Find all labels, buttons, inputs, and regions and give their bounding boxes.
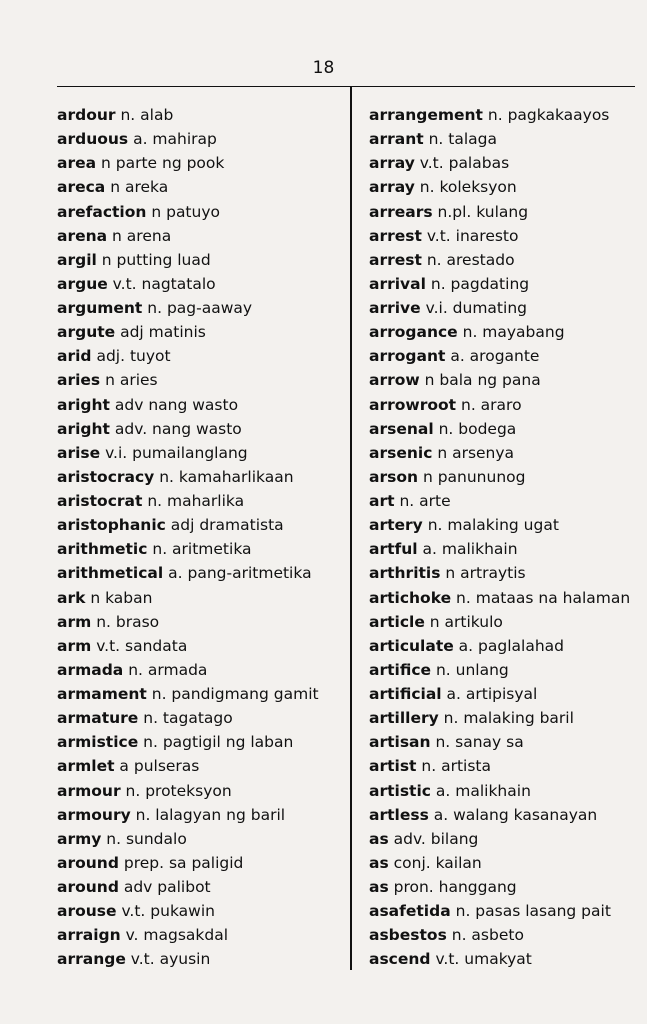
entry-headword: aristophanic xyxy=(57,516,166,535)
entry-definition: n. artista xyxy=(416,757,491,776)
entry-headword: arena xyxy=(57,226,108,245)
entry-definition: a. mahirap xyxy=(128,130,217,149)
entry-headword: arrangement xyxy=(369,106,483,124)
entry-definition: n. mayabang xyxy=(457,323,565,342)
dictionary-entry xyxy=(369,368,639,392)
entry-headword: arrowroot xyxy=(369,395,457,414)
entry-headword: ardour xyxy=(57,106,116,124)
entry-definition: a pulseras xyxy=(114,757,200,776)
dictionary-entry xyxy=(369,393,639,417)
entry-definition: conj. kailan xyxy=(388,853,482,872)
entry-definition: n. pagkakaayos xyxy=(482,106,610,124)
entry-definition: adv palibot xyxy=(118,878,211,896)
entry-definition: n. araro xyxy=(456,395,522,414)
entry-definition: n. pagtigil ng laban xyxy=(138,733,294,752)
dictionary-entry xyxy=(57,754,347,778)
entry-headword: artful xyxy=(369,540,418,559)
entry-definition: n. sanay sa xyxy=(430,733,524,752)
dictionary-entry xyxy=(369,200,639,224)
entry-headword: arouse xyxy=(57,902,117,921)
entry-definition: a. walang kasanayan xyxy=(428,805,598,824)
dictionary-entry xyxy=(369,947,639,971)
entry-definition: n. unlang xyxy=(431,660,509,679)
dictionary-entry xyxy=(369,465,639,489)
entry-headword: armoury xyxy=(57,805,131,824)
dictionary-entry xyxy=(57,537,347,561)
entry-headword: arraign xyxy=(57,926,121,945)
entry-headword: argute xyxy=(57,323,116,342)
entry-headword: armlet xyxy=(57,757,115,776)
dictionary-entry xyxy=(369,803,639,827)
entry-definition: n. braso xyxy=(91,612,160,631)
entry-headword: ascend xyxy=(369,950,431,969)
entry-headword: artifice xyxy=(369,660,432,679)
entry-headword: asafetida xyxy=(369,902,451,921)
dictionary-entry xyxy=(57,658,347,682)
entry-headword: armada xyxy=(57,660,124,679)
dictionary-entry xyxy=(57,368,347,392)
entry-headword: article xyxy=(369,612,425,631)
entry-definition: v.t. ayusin xyxy=(125,950,211,969)
entry-headword: ark xyxy=(57,588,86,607)
entry-headword: arithmetic xyxy=(57,540,148,559)
entry-definition: n. maharlika xyxy=(142,492,245,510)
entry-definition: a. paglalahad xyxy=(453,636,564,655)
entry-definition: adj matinis xyxy=(115,323,206,342)
entry-headword: arrange xyxy=(57,950,126,969)
entry-definition: v.t. inaresto xyxy=(421,226,519,245)
entry-headword: areca xyxy=(57,178,106,197)
entry-definition: n. asbeto xyxy=(446,926,524,945)
dictionary-entry xyxy=(369,320,639,344)
dictionary-entry xyxy=(57,175,347,199)
entry-headword: around xyxy=(57,878,119,896)
dictionary-entry xyxy=(57,947,347,971)
entry-definition: n patuyo xyxy=(146,202,220,221)
entry-headword: as xyxy=(369,878,389,896)
entry-definition: n. koleksyon xyxy=(414,178,517,197)
entry-headword: as xyxy=(369,853,389,872)
dictionary-entry xyxy=(369,175,639,199)
dictionary-entry xyxy=(369,513,639,537)
entry-headword: arduous xyxy=(57,130,129,149)
entry-definition: v. magsakdal xyxy=(120,926,229,945)
entry-headword: arid xyxy=(57,347,92,366)
entry-headword: artist xyxy=(369,757,417,776)
dictionary-entry xyxy=(369,586,639,610)
entry-headword: arrival xyxy=(369,274,426,293)
dictionary-entry xyxy=(57,634,347,658)
dictionary-entry xyxy=(57,320,347,344)
entry-definition: n parte ng pook xyxy=(96,154,225,173)
entry-headword: art xyxy=(369,492,395,510)
entry-definition: v.t. sandata xyxy=(91,636,188,655)
entry-definition: n aries xyxy=(100,371,158,390)
entry-definition: n. malaking baril xyxy=(438,709,574,728)
dictionary-entry xyxy=(57,417,347,441)
entry-definition: v.t. palabas xyxy=(414,154,510,173)
dictionary-entry xyxy=(57,923,347,947)
left-column xyxy=(57,103,347,972)
entry-headword: argue xyxy=(57,274,108,293)
entry-definition: n arsenya xyxy=(432,443,515,462)
dictionary-entry xyxy=(369,682,639,706)
entry-definition: prep. sa paligid xyxy=(118,853,244,872)
dictionary-entry xyxy=(369,658,639,682)
entry-definition: n. pag-aaway xyxy=(142,299,253,317)
dictionary-entry xyxy=(57,127,347,151)
entry-definition: n. tagatago xyxy=(138,709,233,728)
entry-definition: adj dramatista xyxy=(165,516,284,535)
entry-definition: a. artipisyal xyxy=(441,685,538,703)
column-divider xyxy=(350,87,352,970)
dictionary-entry xyxy=(369,344,639,368)
entry-headword: arrest xyxy=(369,250,422,269)
entry-headword: armistice xyxy=(57,733,139,752)
dictionary-entry xyxy=(369,296,639,320)
dictionary-entry xyxy=(57,200,347,224)
entry-definition: n areka xyxy=(105,178,169,197)
dictionary-entry xyxy=(57,151,347,175)
entry-headword: arm xyxy=(57,636,92,655)
entry-headword: arrears xyxy=(369,202,433,221)
entry-headword: arm xyxy=(57,612,92,631)
entry-definition: n. mataas na halaman xyxy=(451,588,631,607)
dictionary-entry xyxy=(369,272,639,296)
entry-headword: army xyxy=(57,829,102,848)
entry-headword: arrant xyxy=(369,130,424,149)
dictionary-entry xyxy=(57,875,347,899)
entry-definition: n. pagdating xyxy=(425,274,530,293)
dictionary-entry xyxy=(369,730,639,754)
entry-definition: a. malikhain xyxy=(417,540,518,559)
dictionary-entry xyxy=(57,296,347,320)
entry-headword: asbestos xyxy=(369,926,447,945)
entry-headword: arthritis xyxy=(369,564,441,583)
entry-headword: aries xyxy=(57,371,101,390)
entry-headword: around xyxy=(57,853,119,872)
dictionary-entry xyxy=(369,875,639,899)
dictionary-entry xyxy=(57,103,347,127)
dictionary-entry xyxy=(369,610,639,634)
entry-headword: arrogant xyxy=(369,347,446,366)
entry-headword: armour xyxy=(57,781,121,800)
entry-headword: artichoke xyxy=(369,588,452,607)
entry-definition: n. aritmetika xyxy=(147,540,252,559)
dictionary-entry xyxy=(57,465,347,489)
entry-headword: armament xyxy=(57,685,147,703)
dictionary-entry xyxy=(369,224,639,248)
dictionary-entry xyxy=(369,151,639,175)
entry-headword: arise xyxy=(57,443,101,462)
dictionary-entry xyxy=(57,706,347,730)
dictionary-entry xyxy=(57,730,347,754)
dictionary-entry xyxy=(369,754,639,778)
entry-definition: n artraytis xyxy=(440,564,526,583)
entry-definition: n arena xyxy=(107,226,172,245)
entry-headword: artistic xyxy=(369,781,431,800)
dictionary-entry xyxy=(57,586,347,610)
entry-definition: pron. hanggang xyxy=(388,878,517,896)
dictionary-entry xyxy=(369,706,639,730)
right-column xyxy=(369,103,639,972)
entry-headword: arsenic xyxy=(369,443,433,462)
dictionary-entry xyxy=(369,561,639,585)
dictionary-entry xyxy=(369,827,639,851)
entry-definition: v.i. dumating xyxy=(420,299,527,317)
dictionary-entry xyxy=(57,513,347,537)
entry-headword: artillery xyxy=(369,709,439,728)
entry-definition: v.i. pumailanglang xyxy=(100,443,248,462)
dictionary-entry xyxy=(57,899,347,923)
entry-headword: artery xyxy=(369,516,423,535)
entry-headword: array xyxy=(369,154,415,173)
dictionary-entry xyxy=(369,248,639,272)
dictionary-entry xyxy=(57,272,347,296)
entry-definition: n. malaking ugat xyxy=(422,516,559,535)
entry-definition: n. proteksyon xyxy=(120,781,232,800)
page-number: 18 xyxy=(312,58,335,78)
entry-definition: n panununog xyxy=(418,467,526,486)
entry-definition: adv. bilang xyxy=(388,829,479,848)
dictionary-entry xyxy=(57,827,347,851)
entry-headword: artificial xyxy=(369,685,442,703)
entry-headword: arrow xyxy=(369,371,420,390)
entry-headword: articulate xyxy=(369,636,454,655)
dictionary-entry xyxy=(369,537,639,561)
entry-definition: n putting luad xyxy=(96,250,211,269)
entry-definition: adv. nang wasto xyxy=(109,419,242,438)
dictionary-entry xyxy=(369,634,639,658)
entry-definition: n. kamaharlikaan xyxy=(154,467,294,486)
dictionary-entry xyxy=(369,489,639,513)
entry-headword: arithmetical xyxy=(57,564,164,583)
entry-definition: a. pang-aritmetika xyxy=(163,564,312,583)
dictionary-entry xyxy=(369,851,639,875)
entry-definition: a. malikhain xyxy=(430,781,531,800)
entry-headword: arefaction xyxy=(57,202,147,221)
dictionary-entry xyxy=(369,127,639,151)
entry-definition: n. pandigmang gamit xyxy=(146,685,319,703)
entry-headword: arrive xyxy=(369,299,421,317)
entry-headword: arsenal xyxy=(369,419,434,438)
entry-definition: v.t. pukawin xyxy=(116,902,215,921)
entry-definition: n. armada xyxy=(123,660,208,679)
entry-definition: adj. tuyot xyxy=(91,347,171,366)
dictionary-entry xyxy=(57,851,347,875)
header-rule xyxy=(57,86,635,87)
entry-definition: n. pasas lasang pait xyxy=(450,902,611,921)
entry-definition: n. lalagyan ng baril xyxy=(130,805,286,824)
entry-headword: arson xyxy=(369,467,419,486)
dictionary-entry xyxy=(57,248,347,272)
dictionary-entry xyxy=(57,344,347,368)
dictionary-entry xyxy=(369,441,639,465)
entry-headword: aristocrat xyxy=(57,492,143,510)
dictionary-entry xyxy=(57,682,347,706)
entry-definition: n.pl. kulang xyxy=(432,202,529,221)
dictionary-entry xyxy=(369,779,639,803)
entry-definition: n. arte xyxy=(394,492,451,510)
entry-definition: a. arogante xyxy=(445,347,540,366)
dictionary-entry xyxy=(369,417,639,441)
entry-headword: aright xyxy=(57,419,110,438)
dictionary-entry xyxy=(57,224,347,248)
entry-headword: aristocracy xyxy=(57,467,155,486)
entry-headword: artisan xyxy=(369,733,431,752)
entry-headword: artless xyxy=(369,805,429,824)
dictionary-entry xyxy=(57,561,347,585)
entry-headword: arrogance xyxy=(369,323,458,342)
entry-headword: aright xyxy=(57,395,110,414)
entry-definition: n bala ng pana xyxy=(419,371,541,390)
dictionary-entry xyxy=(57,489,347,513)
entry-headword: array xyxy=(369,178,415,197)
entry-definition: n. alab xyxy=(115,106,174,124)
dictionary-entry xyxy=(369,899,639,923)
entry-definition: n kaban xyxy=(85,588,153,607)
entry-definition: n. sundalo xyxy=(101,829,187,848)
entry-definition: n artikulo xyxy=(424,612,503,631)
entry-definition: n. bodega xyxy=(433,419,517,438)
entry-definition: v.t. nagtatalo xyxy=(107,274,216,293)
entry-definition: adv nang wasto xyxy=(109,395,239,414)
entry-definition: n. arestado xyxy=(421,250,515,269)
entry-headword: area xyxy=(57,154,97,173)
entry-definition: n. talaga xyxy=(423,130,497,149)
entry-headword: argument xyxy=(57,299,143,317)
dictionary-entry xyxy=(369,923,639,947)
entry-headword: armature xyxy=(57,709,139,728)
dictionary-entry xyxy=(57,610,347,634)
entry-definition: v.t. umakyat xyxy=(430,950,532,969)
entry-headword: arrest xyxy=(369,226,422,245)
dictionary-entry xyxy=(369,103,639,127)
entry-headword: as xyxy=(369,829,389,848)
dictionary-entry xyxy=(57,441,347,465)
dictionary-entry xyxy=(57,779,347,803)
dictionary-entry xyxy=(57,803,347,827)
entry-headword: argil xyxy=(57,250,97,269)
dictionary-entry xyxy=(57,393,347,417)
